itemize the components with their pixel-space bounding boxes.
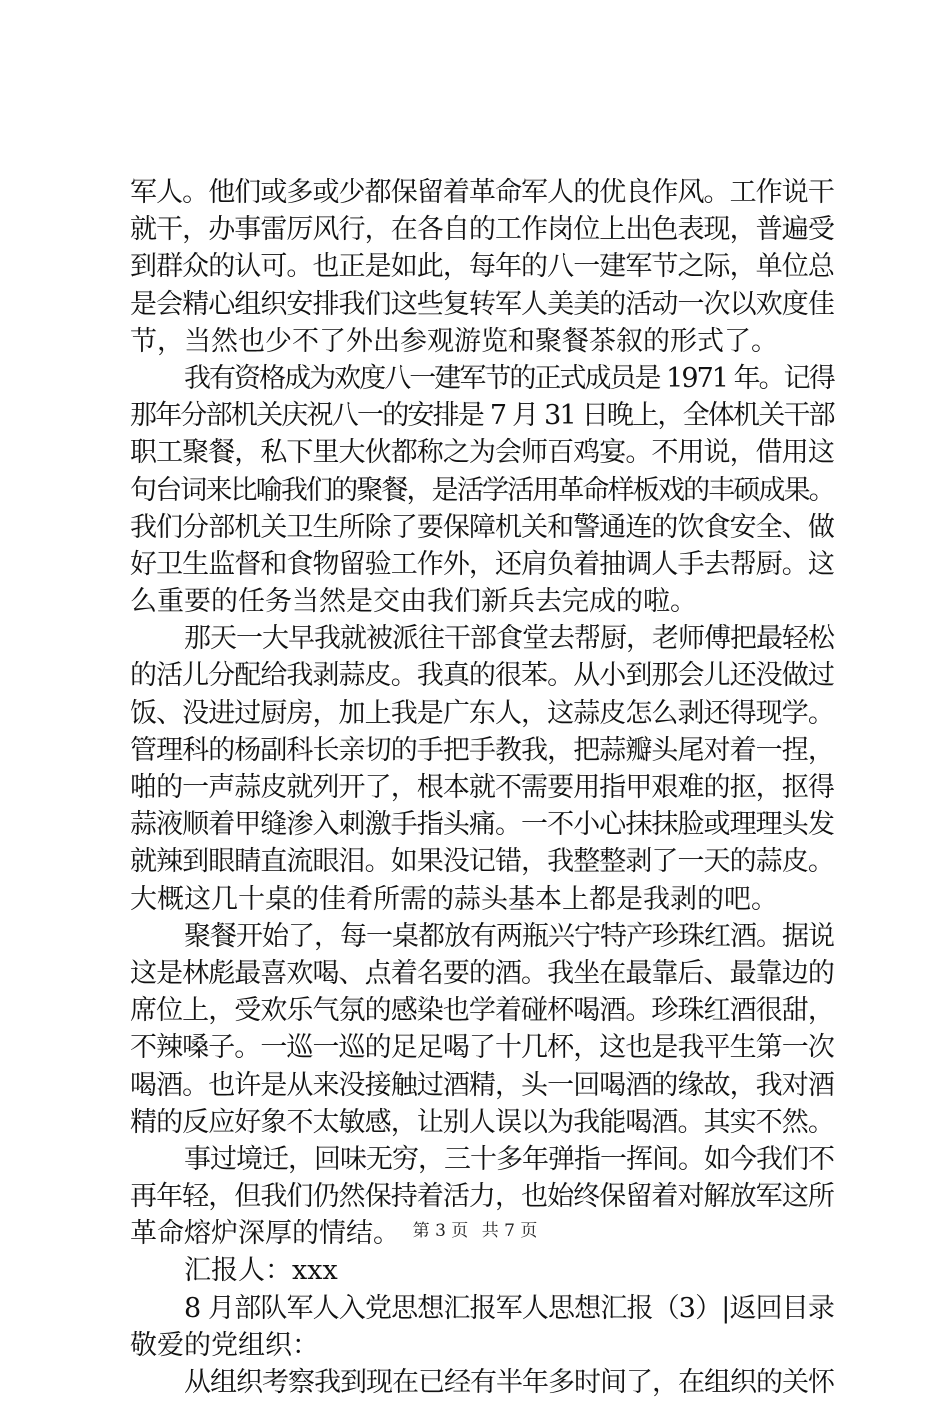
text-line: 那天一大早我就被派往干部食堂去帮厨，老师傅把最轻松 (184, 623, 834, 655)
page-footer (0, 1216, 950, 1241)
text-line: 管理科的杨副科长亲切的手把手教我，把蒜瓣头尾对着一捏， (130, 734, 834, 766)
text-line: 席位上，受欢乐气氛的感染也学着碰杯喝酒。珍珠红酒很甜， (130, 995, 834, 1027)
text-line: 就干，办事雷厉风行，在各自的工作岗位上出色表现，普遍受 (130, 214, 834, 246)
text-line: 好卫生监督和食物留验工作外，还肩负着抽调人手去帮厨。这 (130, 548, 834, 580)
text-line: 大概这几十桌的佳肴所需的蒜头基本上都是我剥的吧。 (130, 883, 778, 915)
text-line: 8 月部队军人入党思想汇报军人思想汇报（3）|返回目录 (184, 1292, 835, 1324)
text-line: 饭、没进过厨房，加上我是广东人，这蒜皮怎么剥还得现学。 (130, 697, 834, 729)
text-line: 敬爱的党组织： (130, 1329, 319, 1361)
text-line: 军人。他们或多或少都保留着革命军人的优良作风。工作说干 (130, 177, 834, 208)
text-line: 精的反应好象不太敏感，让别人误以为我能喝酒。其实不然。 (130, 1106, 834, 1138)
page-total: 共 7 页 (481, 1221, 538, 1241)
text-line: 职工聚餐，私下里大伙都称之为会师百鸡宴。不用说，借用这 (130, 437, 834, 469)
text-line: 啪的一声蒜皮就列开了，根本就不需要用指甲艰难的抠，抠得 (130, 772, 834, 803)
text-line: 是会精心组织安排我们这些复转军人美美的活动一次以欢度佳 (130, 288, 834, 320)
text-line: 不辣嗓子。一巡一巡的足足喝了十几杯，这也是我平生第一次 (130, 1032, 834, 1064)
text-line: 我们分部机关卫生所除了要保障机关和警通连的饮食安全、做 (130, 511, 834, 543)
text-line: 再年轻，但我们仍然保持着活力，也始终保留着对解放军这所 (130, 1181, 834, 1213)
text-line: 聚餐开始了，每一桌都放有两瓶兴宁特产珍珠红酒。据说 (184, 920, 834, 952)
text-line: 么重要的任务当然是交由我们新兵去完成的啦。 (130, 586, 697, 618)
text-line: 事过境迁，回味无穷，三十多年弹指一挥间。如今我们不 (184, 1143, 834, 1175)
text-line: 就辣到眼睛直流眼泪。如果没记错，我整整剥了一天的蒜皮。 (130, 846, 834, 878)
text-line: 我有资格成为欢度八一建军节的正式成员是 1971 年。记得 (184, 362, 834, 394)
text-line: 喝酒。也许是从来没接触过酒精，头一回喝酒的缘故，我对酒 (130, 1069, 834, 1101)
text-line: 的活儿分配给我剥蒜皮。我真的很苯。从小到那会儿还没做过 (130, 660, 834, 692)
text-line: 革命熔炉深厚的情结。 (130, 1218, 400, 1250)
text-line: 蒜液顺着甲缝渗入刺激手指头痛。一不小心抹抹脸或理理头发 (130, 809, 834, 841)
text-line: 到群众的认可。也正是如此，每年的八一建军节之际，单位总 (130, 251, 834, 283)
text-line: 节，当然也少不了外出参观游览和聚餐茶叙的形式了。 (130, 325, 778, 357)
text-line: 句台词来比喻我们的聚餐，是活学活用革命样板戏的丰硕成果。 (130, 474, 834, 506)
text-line: 这是林彪最喜欢喝、点着名要的酒。我坐在最靠后、最靠边的 (130, 957, 834, 989)
text-line: 从组织考察我到现在已经有半年多时间了，在组织的关怀 (184, 1367, 834, 1398)
text-line: 那年分部机关庆祝八一的安排是 7 月 31 日晚上，全体机关干部 (130, 400, 834, 432)
page-number: 第 3 页 (412, 1221, 469, 1241)
text-line: 汇报人：xxx (184, 1255, 338, 1287)
